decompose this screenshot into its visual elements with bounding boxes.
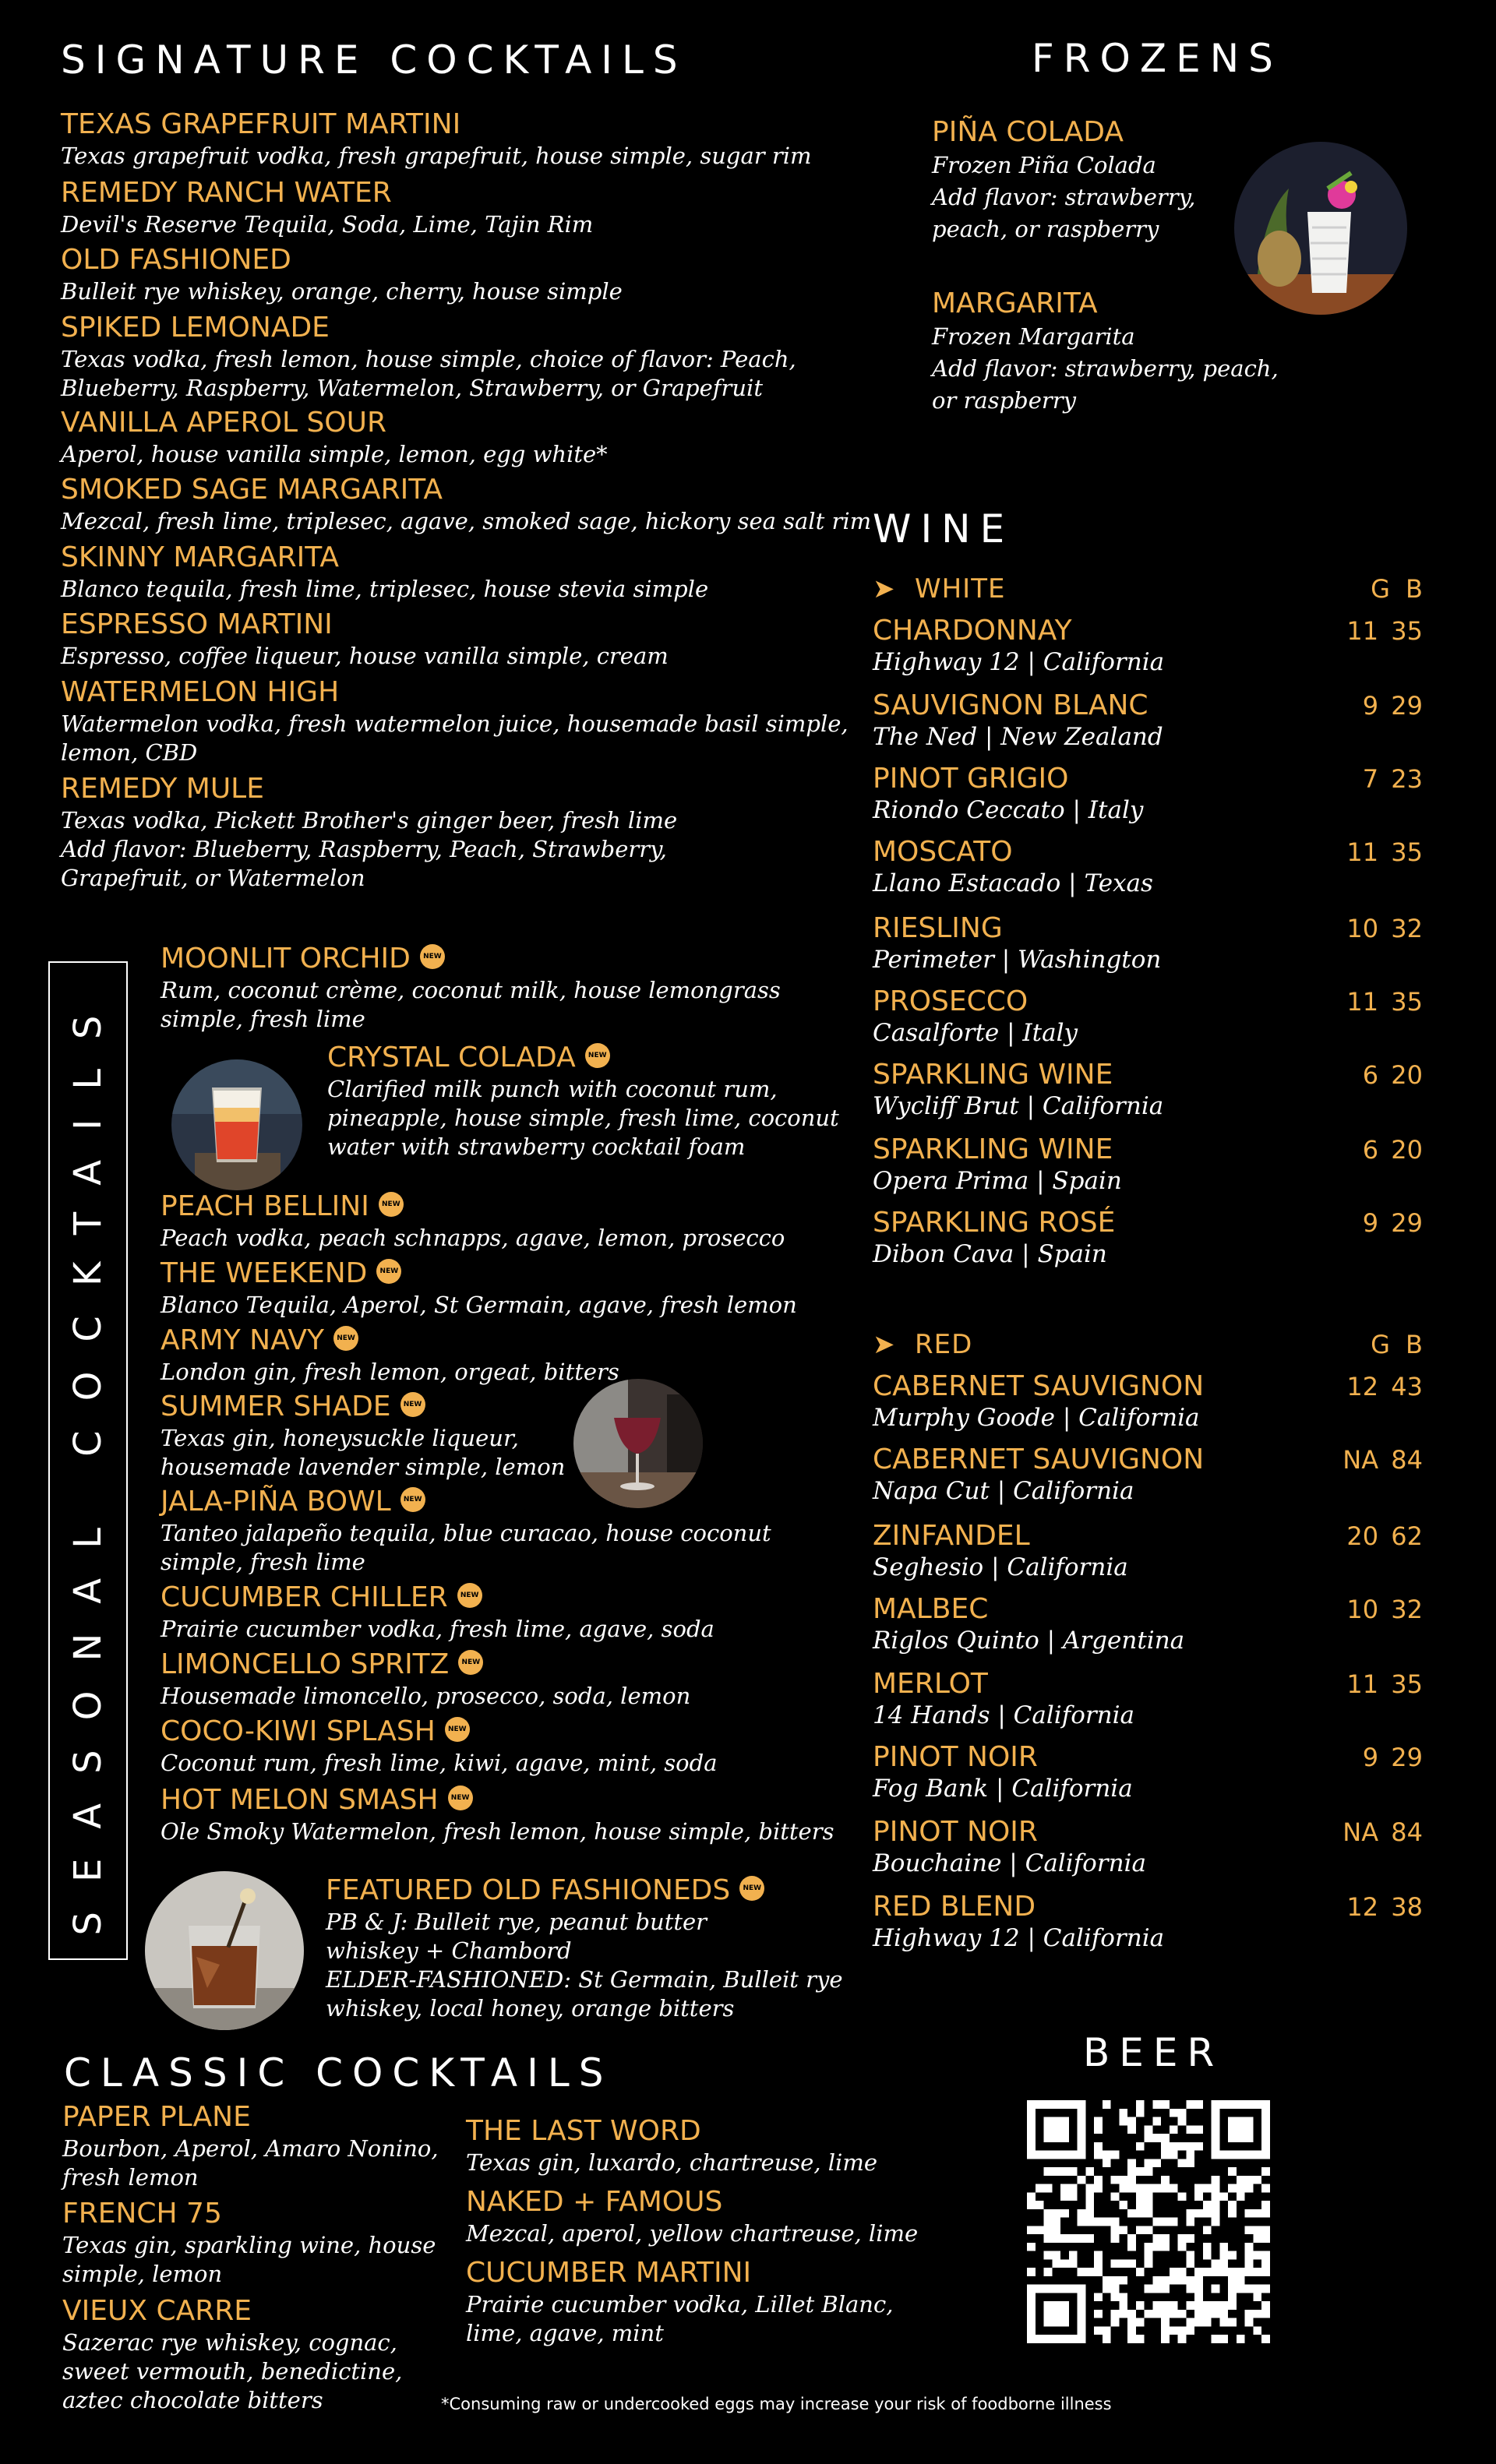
wine-origin: 14 Hands | California <box>873 1701 1135 1729</box>
wine-name: MOSCATO <box>873 836 1013 868</box>
seasonal-item <box>161 1190 785 1253</box>
wine-name: SPARKLING ROSÉ <box>873 1207 1116 1239</box>
item-desc: Espresso, coffee liqueur, house vanilla simple, cream <box>61 643 669 669</box>
wine-price: 7 23 <box>1362 764 1423 794</box>
item-desc: Texas vodka, Pickett Brother's ginger beer, fresh lime Add flavor: Blueberry, Raspberry, Peach, Strawberry, Grapefruit, or Watermelon <box>61 807 678 891</box>
wine-name: CHARDONNAY <box>873 615 1072 647</box>
wine-origin: Napa Cut | California <box>873 1477 1134 1505</box>
wine-price: 10 32 <box>1346 914 1423 943</box>
wine-origin: Opera Prima | Spain <box>873 1167 1122 1195</box>
item-name: HOT MELON SMASH NEW <box>161 1783 834 1817</box>
item-desc: Mezcal, aperol, yellow chartreuse, lime <box>466 2220 919 2247</box>
new-badge: NEW <box>333 1326 358 1351</box>
item-name: REMEDY RANCH WATER <box>61 177 392 209</box>
seasonal-item <box>161 1648 690 1711</box>
seasonal-item <box>161 942 781 1034</box>
wine-origin: Highway 12 | California <box>873 1924 1165 1952</box>
wine-origin: Llano Estacado | Texas <box>873 869 1153 897</box>
wine-price: 9 29 <box>1362 691 1423 721</box>
item-name: FRENCH 75 <box>62 2198 222 2230</box>
wine-origin: Casalforte | Italy <box>873 1019 1078 1047</box>
item-desc: Mezcal, fresh lime, triplesec, agave, smoked sage, hickory sea salt rim <box>61 508 872 534</box>
wine-origin: Riondo Ceccato | Italy <box>873 796 1144 824</box>
frozen-item <box>932 115 1195 245</box>
item-desc: Texas gin, honeysuckle liqueur, housemade lavender simple, lemon <box>161 1425 566 1480</box>
item-name: SKINNY MARGARITA <box>61 541 340 573</box>
item-desc: Housemade limoncello, prosecco, soda, lemon <box>161 1683 691 1709</box>
wine-origin: Perimeter | Washington <box>873 946 1162 974</box>
seasonal-item <box>161 1390 565 1482</box>
item-desc: Texas grapefruit vodka, fresh grapefruit, house simple, sugar rim <box>61 143 812 169</box>
wine-price: NA 84 <box>1343 1817 1423 1847</box>
wine-heading: WINE <box>873 506 1014 552</box>
new-badge: NEW <box>739 1876 764 1901</box>
item-name: PEACH BELLINI NEW <box>161 1190 785 1224</box>
wine-name: ZINFANDEL <box>873 1520 1030 1552</box>
item-name: MOONLIT ORCHID NEW <box>161 942 781 976</box>
item-name: THE LAST WORD <box>466 2115 701 2147</box>
item-desc: Peach vodka, peach schnapps, agave, lemon, prosecco <box>161 1225 785 1251</box>
wine-price: NA 84 <box>1343 1445 1423 1475</box>
classic-item <box>466 2256 893 2348</box>
wine-origin: Dibon Cava | Spain <box>873 1240 1107 1268</box>
crystal-colada-photo <box>171 1059 302 1190</box>
signature-item <box>61 473 871 536</box>
qr-code-icon[interactable] <box>1027 2100 1270 2343</box>
new-badge: NEW <box>379 1192 404 1217</box>
signature-item <box>61 108 812 171</box>
signature-item <box>61 311 796 403</box>
wine-origin: Wycliff Brut | California <box>873 1092 1164 1120</box>
item-desc: Clarified milk punch with coconut rum, pineapple, house simple, fresh lime, coconut water with strawberry cocktail foam <box>327 1076 839 1160</box>
item-desc: Sazerac rye whiskey, cognac, sweet vermouth, benedictine, aztec chocolate bitters <box>62 2329 403 2413</box>
wine-price: 11 35 <box>1346 987 1423 1017</box>
wine-name: PINOT NOIR <box>873 1741 1038 1773</box>
classic-item <box>466 2185 918 2248</box>
item-desc: Rum, coconut crème, coconut milk, house lemongrass simple, fresh lime <box>161 977 781 1032</box>
new-badge: NEW <box>400 1392 425 1417</box>
wine-name: CABERNET SAUVIGNON <box>873 1444 1205 1475</box>
classic-item <box>466 2114 877 2177</box>
seasonal-heading: SEASONAL COCKTAILS <box>66 985 110 1936</box>
wine-name: SPARKLING WINE <box>873 1059 1113 1091</box>
new-badge: NEW <box>420 944 445 969</box>
item-name: VIEUX CARRE <box>62 2295 252 2327</box>
wine-price: 6 20 <box>1362 1135 1423 1165</box>
item-desc: Prairie cucumber vodka, fresh lime, agave, soda <box>161 1616 714 1642</box>
wine-price: 20 62 <box>1346 1521 1423 1551</box>
wine-price: 11 35 <box>1346 1669 1423 1699</box>
item-desc: Frozen Piña Colada Add flavor: strawberry, peach, or raspberry <box>932 152 1196 242</box>
item-desc: Frozen Margarita Add flavor: strawberry, peach, or raspberry <box>932 323 1279 414</box>
seasonal-item <box>161 1324 619 1387</box>
signature-item <box>61 675 849 767</box>
old-fashioned-photo <box>145 1871 304 2030</box>
wine-origin: Bouchaine | California <box>873 1849 1146 1877</box>
item-name: PIÑA COLADA <box>932 116 1124 148</box>
item-name: NAKED + FAMOUS <box>466 2186 723 2218</box>
beer-heading: BEER <box>1083 2030 1224 2075</box>
new-badge: NEW <box>376 1259 401 1284</box>
wine-origin: Murphy Goode | California <box>873 1404 1200 1432</box>
item-desc: PB & J: Bulleit rye, peanut butter whiskey + Chambord ELDER-FASHIONED: St Germain, Bulleit rye whiskey, local honey, orange bitters <box>326 1909 843 2022</box>
item-name: CUCUMBER MARTINI <box>466 2257 752 2289</box>
wine-name: PINOT NOIR <box>873 1816 1038 1848</box>
seasonal-item <box>326 1874 843 2023</box>
wine-name: RIESLING <box>873 912 1003 944</box>
seasonal-item <box>161 1715 717 1778</box>
wine-name: CABERNET SAUVIGNON <box>873 1370 1205 1402</box>
item-desc: Blanco tequila, fresh lime, triplesec, house stevia simple <box>61 576 709 602</box>
item-desc: Texas vodka, fresh lemon, house simple, choice of flavor: Peach, Blueberry, Raspberry, Watermelon, Strawberry, or Grapefruit <box>61 346 796 401</box>
item-desc: Aperol, house vanilla simple, lemon, egg white* <box>61 441 608 467</box>
signature-item <box>61 608 669 671</box>
wine-price: 12 43 <box>1346 1372 1423 1401</box>
wine-price: 9 29 <box>1362 1208 1423 1238</box>
seasonal-item <box>327 1041 839 1161</box>
signature-item <box>61 541 708 604</box>
item-name: MARGARITA <box>932 287 1098 319</box>
item-name: LIMONCELLO SPRITZ NEW <box>161 1648 690 1682</box>
item-name: VANILLA APEROL SOUR <box>61 407 386 439</box>
item-name: ESPRESSO MARTINI <box>61 608 333 640</box>
arrow-right-icon: ➤ <box>873 1329 895 1360</box>
item-name: WATERMELON HIGH <box>61 676 340 708</box>
wine-name: SPARKLING WINE <box>873 1133 1113 1165</box>
new-badge: NEW <box>458 1650 483 1675</box>
signature-item <box>61 772 677 893</box>
item-name: ARMY NAVY NEW <box>161 1324 619 1358</box>
classic-item <box>62 2294 402 2415</box>
item-desc: Blanco Tequila, Aperol, St Germain, agave, fresh lemon <box>161 1292 797 1318</box>
item-desc: Bulleit rye whiskey, orange, cherry, house simple <box>61 278 623 305</box>
item-name: REMEDY MULE <box>61 773 264 805</box>
wine-price: 12 38 <box>1346 1892 1423 1922</box>
seasonal-item <box>161 1783 834 1846</box>
item-name: COCO-KIWI SPLASH NEW <box>161 1715 717 1749</box>
signature-heading: SIGNATURE COCKTAILS <box>61 37 687 83</box>
item-name: OLD FASHIONED <box>61 244 291 276</box>
seasonal-item <box>161 1485 771 1577</box>
wine-name: PROSECCO <box>873 985 1028 1017</box>
wine-price: 6 20 <box>1362 1060 1423 1090</box>
item-name: JALA-PIÑA BOWL NEW <box>161 1485 771 1519</box>
arrow-right-icon: ➤ <box>873 573 895 605</box>
wine-category-white <box>873 572 1423 606</box>
wine-name: RED BLEND <box>873 1891 1036 1923</box>
new-badge: NEW <box>457 1583 482 1608</box>
new-badge: NEW <box>400 1487 425 1512</box>
wine-name: PINOT GRIGIO <box>873 763 1069 795</box>
new-badge: NEW <box>448 1785 473 1810</box>
wine-name: MALBEC <box>873 1593 989 1625</box>
item-desc: Texas gin, sparkling wine, house simple, lemon <box>62 2232 436 2287</box>
wine-name: MERLOT <box>873 1668 988 1700</box>
classic-item <box>62 2197 436 2289</box>
wine-price: 10 32 <box>1346 1595 1423 1624</box>
item-desc: Bourbon, Aperol, Amaro Nonino, fresh lemon <box>62 2135 439 2191</box>
price-header: G B <box>1371 574 1423 604</box>
item-desc: Tanteo jalapeño tequila, blue curacao, house coconut simple, fresh lime <box>161 1520 771 1575</box>
wine-name: SAUVIGNON BLANC <box>873 689 1148 721</box>
wine-origin: Seghesio | California <box>873 1553 1128 1581</box>
item-desc: Ole Smoky Watermelon, fresh lemon, house simple, bitters <box>161 1818 834 1845</box>
item-desc: London gin, fresh lemon, orgeat, bitters <box>161 1359 619 1385</box>
wine-origin: Riglos Quinto | Argentina <box>873 1627 1185 1655</box>
item-name: FEATURED OLD FASHIONEDS NEW <box>326 1874 843 1908</box>
price-header: G B <box>1371 1330 1423 1359</box>
seasonal-item <box>161 1581 714 1644</box>
item-desc: Devil's Reserve Tequila, Soda, Lime, Tajin Rim <box>61 211 594 238</box>
new-badge: NEW <box>585 1043 610 1068</box>
new-badge: NEW <box>445 1717 470 1742</box>
wine-price: 9 29 <box>1362 1743 1423 1772</box>
item-name: PAPER PLANE <box>62 2101 251 2133</box>
signature-item <box>61 243 623 306</box>
wine-origin: Fog Bank | California <box>873 1775 1133 1803</box>
item-desc: Prairie cucumber vodka, Lillet Blanc, lime, agave, mint <box>466 2291 894 2346</box>
category-label: WHITE <box>915 573 1006 605</box>
item-desc: Watermelon vodka, fresh watermelon juice, housemade basil simple, lemon, CBD <box>61 710 849 766</box>
seasonal-item <box>161 1257 797 1320</box>
classic-item <box>62 2100 439 2192</box>
item-name: SUMMER SHADE NEW <box>161 1390 565 1424</box>
classic-heading: CLASSIC COCKTAILS <box>64 2050 613 2096</box>
wine-origin: Highway 12 | California <box>873 648 1165 676</box>
wine-category-red <box>873 1327 1423 1362</box>
seasonal-label-box <box>48 961 128 1960</box>
wine-price: 11 35 <box>1346 837 1423 867</box>
frozen-item <box>932 287 1279 417</box>
signature-item <box>61 176 593 239</box>
item-desc: Coconut rum, fresh lime, kiwi, agave, mint, soda <box>161 1750 718 1776</box>
signature-item <box>61 406 608 469</box>
wine-price: 11 35 <box>1346 616 1423 646</box>
footnote: *Consuming raw or undercooked eggs may increase your risk of foodborne illness <box>441 2395 1112 2413</box>
item-name: THE WEEKEND NEW <box>161 1257 797 1291</box>
item-name: CRYSTAL COLADA NEW <box>327 1041 839 1075</box>
item-name: CUCUMBER CHILLER NEW <box>161 1581 714 1615</box>
item-name: TEXAS GRAPEFRUIT MARTINI <box>61 108 461 140</box>
item-name: SPIKED LEMONADE <box>61 312 330 344</box>
category-label: RED <box>915 1329 973 1360</box>
frozens-heading: FROZENS <box>1032 36 1283 81</box>
wine-origin: The Ned | New Zealand <box>873 723 1163 751</box>
item-name: SMOKED SAGE MARGARITA <box>61 474 443 506</box>
item-desc: Texas gin, luxardo, chartreuse, lime <box>466 2149 877 2176</box>
